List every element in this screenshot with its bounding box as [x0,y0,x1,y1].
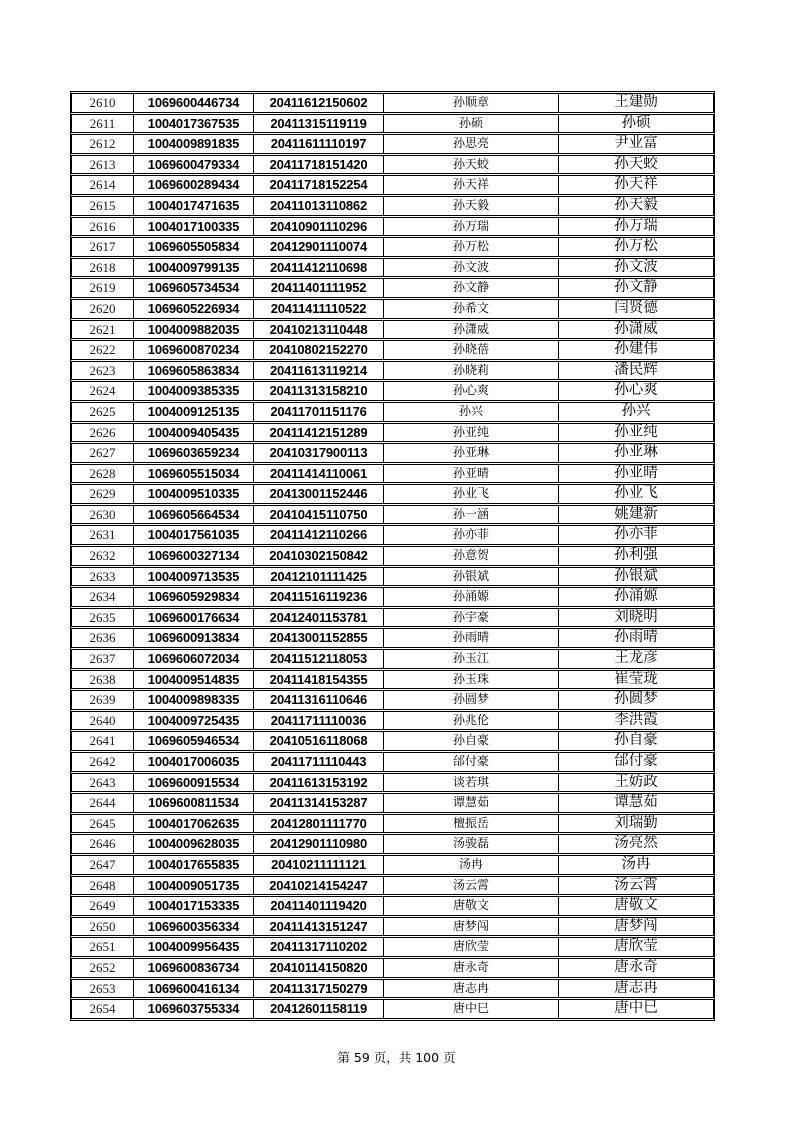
table-row [71,402,714,422]
student-name-cell: 唐永奇 [384,958,559,978]
table-row [71,670,714,690]
second-name-cell: 孙文静 [559,278,714,298]
seq-cell: 2638 [71,670,134,690]
table-row [71,237,714,257]
student-name-cell: 孙硕 [384,114,559,134]
student-name-cell: 孙亚晴 [384,464,559,484]
second-name-cell: 孙天蛟 [559,155,714,175]
seq-cell: 2631 [71,525,134,545]
exam-code-cell: 20411317110202 [254,937,384,957]
seq-cell: 2626 [71,423,134,443]
exam-code-cell: 20413001152446 [254,484,384,504]
table-row [71,999,714,1019]
second-name-cell: 王龙彦 [559,649,714,669]
student-name-cell: 孙晓蓓 [384,340,559,360]
exam-code-cell: 20410211111121 [254,855,384,875]
seq-cell: 2613 [71,155,134,175]
exam-code-cell: 20411401111952 [254,278,384,298]
registration-id-cell: 1004009713535 [134,567,254,587]
registration-id-cell: 1069600327134 [134,546,254,566]
second-name-cell: 刘瑞勤 [559,814,714,834]
table-row [71,217,714,237]
student-name-cell: 孙亚琳 [384,443,559,463]
student-name-cell: 孙万松 [384,237,559,257]
table-row [71,649,714,669]
registration-id-cell: 1069600479334 [134,155,254,175]
exam-code-cell: 20411512118053 [254,649,384,669]
table-row [71,567,714,587]
exam-code-cell: 20412901110980 [254,834,384,854]
student-name-cell: 孙涌嫄 [384,587,559,607]
second-name-cell: 孙万松 [559,237,714,257]
table-row [71,731,714,751]
exam-code-cell: 20411314153287 [254,793,384,813]
seq-cell: 2627 [71,443,134,463]
exam-code-cell: 20412101111425 [254,567,384,587]
exam-code-cell: 20411313158210 [254,381,384,401]
second-name-cell: 孙自豪 [559,731,714,751]
second-name-cell: 王建勋 [559,93,714,113]
exam-code-cell: 20410114150820 [254,958,384,978]
seq-cell: 2632 [71,546,134,566]
registration-id-cell: 1069600176634 [134,608,254,628]
seq-cell: 2630 [71,505,134,525]
table-row [71,464,714,484]
seq-cell: 2646 [71,834,134,854]
table-row [71,876,714,896]
table-row [71,608,714,628]
registration-id-cell: 1069605664534 [134,505,254,525]
student-name-cell: 唐欣莹 [384,937,559,957]
second-name-cell: 孙亦菲 [559,525,714,545]
exam-code-cell: 20410302150842 [254,546,384,566]
table-row [71,773,714,793]
exam-code-cell: 20410901110296 [254,217,384,237]
student-name-cell: 孙兴 [384,402,559,422]
exam-code-cell: 20413001152855 [254,628,384,648]
registration-id-cell: 1004009891835 [134,134,254,154]
table-row [71,196,714,216]
exam-code-cell: 20412401153781 [254,608,384,628]
registration-id-cell: 1069605946534 [134,731,254,751]
seq-cell: 2619 [71,278,134,298]
second-name-cell: 王妨政 [559,773,714,793]
student-name-cell: 汤骏磊 [384,834,559,854]
seq-cell: 2634 [71,587,134,607]
seq-cell: 2616 [71,217,134,237]
table-row [71,546,714,566]
registration-id-cell: 1069600289434 [134,175,254,195]
registration-id-cell: 1069606072034 [134,649,254,669]
registration-id-cell: 1004009125135 [134,402,254,422]
registration-id-cell: 1069600836734 [134,958,254,978]
registration-id-cell: 1069605505834 [134,237,254,257]
seq-cell: 2650 [71,917,134,937]
student-name-cell: 孙兆伦 [384,711,559,731]
table-row [71,814,714,834]
roster-table-container [70,91,715,1021]
registration-id-cell: 1004017153335 [134,896,254,916]
second-name-cell: 尹业富 [559,134,714,154]
seq-cell: 2612 [71,134,134,154]
exam-code-cell: 20411315119119 [254,114,384,134]
second-name-cell: 孙心爽 [559,381,714,401]
table-row [71,834,714,854]
registration-id-cell: 1004009898335 [134,690,254,710]
student-name-cell: 唐敬文 [384,896,559,916]
table-row [71,505,714,525]
seq-cell: 2649 [71,896,134,916]
seq-cell: 2620 [71,299,134,319]
seq-cell: 2635 [71,608,134,628]
registration-id-cell: 1069600870234 [134,340,254,360]
student-name-cell: 孙晓莉 [384,361,559,381]
registration-id-cell: 1004017006035 [134,752,254,772]
student-name-cell: 谈若琪 [384,773,559,793]
student-name-cell: 孙雨晴 [384,628,559,648]
registration-id-cell: 1069600811534 [134,793,254,813]
registration-id-cell: 1004009385335 [134,381,254,401]
registration-id-cell: 1004017655835 [134,855,254,875]
table-row [71,896,714,916]
second-name-cell: 孙天毅 [559,196,714,216]
exam-code-cell: 20411613119214 [254,361,384,381]
registration-id-cell: 1004017100335 [134,217,254,237]
seq-cell: 2639 [71,690,134,710]
seq-cell: 2653 [71,979,134,999]
table-row [71,937,714,957]
table-row [71,855,714,875]
exam-code-cell: 20411418154355 [254,670,384,690]
exam-code-cell: 20411412110698 [254,258,384,278]
seq-cell: 2614 [71,175,134,195]
exam-code-cell: 20410802152270 [254,340,384,360]
exam-code-cell: 20411611110197 [254,134,384,154]
seq-cell: 2652 [71,958,134,978]
table-row [71,917,714,937]
student-name-cell: 邰付豪 [384,752,559,772]
second-name-cell: 孙银斌 [559,567,714,587]
exam-code-cell: 20411516119236 [254,587,384,607]
student-name-cell: 孙希文 [384,299,559,319]
seq-cell: 2654 [71,999,134,1019]
table-row [71,752,714,772]
second-name-cell: 唐敬文 [559,896,714,916]
seq-cell: 2648 [71,876,134,896]
exam-code-cell: 20411412110266 [254,525,384,545]
registration-id-cell: 1004009405435 [134,423,254,443]
second-name-cell: 邰付豪 [559,752,714,772]
table-row [71,299,714,319]
exam-code-cell: 20411613153192 [254,773,384,793]
student-name-cell: 孙天毅 [384,196,559,216]
student-name-cell: 孙天祥 [384,175,559,195]
registration-id-cell: 1004017471635 [134,196,254,216]
exam-code-cell: 20411412151289 [254,423,384,443]
seq-cell: 2629 [71,484,134,504]
student-name-cell: 孙亦菲 [384,525,559,545]
roster-table-body [71,93,714,1019]
second-name-cell: 孙亚纯 [559,423,714,443]
exam-code-cell: 20410516118068 [254,731,384,751]
exam-code-cell: 20411317150279 [254,979,384,999]
exam-code-cell: 20411316110646 [254,690,384,710]
registration-id-cell: 1004009725435 [134,711,254,731]
second-name-cell: 孙兴 [559,402,714,422]
table-row [71,525,714,545]
seq-cell: 2643 [71,773,134,793]
seq-cell: 2615 [71,196,134,216]
second-name-cell: 唐梦闯 [559,917,714,937]
exam-code-cell: 20411414110061 [254,464,384,484]
second-name-cell: 孙文波 [559,258,714,278]
second-name-cell: 唐永奇 [559,958,714,978]
student-name-cell: 孙一涵 [384,505,559,525]
student-name-cell: 孙亚纯 [384,423,559,443]
seq-cell: 2640 [71,711,134,731]
second-name-cell: 孙雨晴 [559,628,714,648]
table-row [71,423,714,443]
second-name-cell: 孙万瑞 [559,217,714,237]
student-name-cell: 谭慧茹 [384,793,559,813]
second-name-cell: 崔莹珑 [559,670,714,690]
exam-code-cell: 20411711110036 [254,711,384,731]
seq-cell: 2637 [71,649,134,669]
registration-id-cell: 1069600913834 [134,628,254,648]
second-name-cell: 孙天祥 [559,175,714,195]
registration-id-cell: 1069600356334 [134,917,254,937]
registration-id-cell: 1004009051735 [134,876,254,896]
exam-code-cell: 20412801111770 [254,814,384,834]
registration-id-cell: 1004009956435 [134,937,254,957]
table-row [71,114,714,134]
second-name-cell: 孙业飞 [559,484,714,504]
seq-cell: 2641 [71,731,134,751]
second-name-cell: 唐志冉 [559,979,714,999]
student-name-cell: 汤冉 [384,855,559,875]
second-name-cell: 谭慧茹 [559,793,714,813]
student-name-cell: 孙天蛟 [384,155,559,175]
exam-code-cell: 20411718152254 [254,175,384,195]
seq-cell: 2628 [71,464,134,484]
registration-id-cell: 1069605734534 [134,278,254,298]
table-row [71,628,714,648]
table-row [71,587,714,607]
table-row [71,958,714,978]
registration-id-cell: 1004017367535 [134,114,254,134]
registration-id-cell: 1004009628035 [134,834,254,854]
exam-code-cell: 20411411110522 [254,299,384,319]
seq-cell: 2622 [71,340,134,360]
student-name-cell: 孙玉珠 [384,670,559,690]
registration-id-cell: 1004009510335 [134,484,254,504]
second-name-cell: 孙亚晴 [559,464,714,484]
registration-id-cell: 1069605929834 [134,587,254,607]
seq-cell: 2611 [71,114,134,134]
table-row [71,278,714,298]
registration-id-cell: 1004009799135 [134,258,254,278]
second-name-cell: 孙圆梦 [559,690,714,710]
seq-cell: 2651 [71,937,134,957]
registration-id-cell: 1069605515034 [134,464,254,484]
student-name-cell: 孙圆梦 [384,690,559,710]
second-name-cell: 孙建伟 [559,340,714,360]
exam-code-cell: 20411013110862 [254,196,384,216]
second-name-cell: 孙涌嫄 [559,587,714,607]
second-name-cell: 孙潇威 [559,320,714,340]
table-row [71,793,714,813]
exam-code-cell: 20411413151247 [254,917,384,937]
seq-cell: 2617 [71,237,134,257]
student-name-cell: 孙文静 [384,278,559,298]
second-name-cell: 唐中巳 [559,999,714,1019]
exam-code-cell: 20411612150602 [254,93,384,113]
table-row [71,381,714,401]
registration-id-cell: 1069600416134 [134,979,254,999]
registration-id-cell: 1004009514835 [134,670,254,690]
student-name-cell: 孙顺章 [384,93,559,113]
student-name-cell: 檀振岳 [384,814,559,834]
registration-id-cell: 1069603659234 [134,443,254,463]
student-name-cell: 孙万瑞 [384,217,559,237]
student-name-cell: 孙业飞 [384,484,559,504]
registration-id-cell: 1069600446734 [134,93,254,113]
student-name-cell: 孙意贺 [384,546,559,566]
seq-cell: 2624 [71,381,134,401]
exam-code-cell: 20410317900113 [254,443,384,463]
table-row [71,361,714,381]
student-name-cell: 唐中巳 [384,999,559,1019]
second-name-cell: 孙利强 [559,546,714,566]
student-name-cell: 唐梦闯 [384,917,559,937]
table-row [71,690,714,710]
exam-code-cell: 20410213110448 [254,320,384,340]
student-name-cell: 唐志冉 [384,979,559,999]
seq-cell: 2625 [71,402,134,422]
student-name-cell: 汤云霄 [384,876,559,896]
registration-id-cell: 1069605226934 [134,299,254,319]
student-name-cell: 孙心爽 [384,381,559,401]
seq-cell: 2636 [71,628,134,648]
registration-id-cell: 1069603755334 [134,999,254,1019]
student-name-cell: 孙银斌 [384,567,559,587]
registration-id-cell: 1004017062635 [134,814,254,834]
table-row [71,175,714,195]
exam-code-cell: 20410415110750 [254,505,384,525]
seq-cell: 2633 [71,567,134,587]
seq-cell: 2621 [71,320,134,340]
student-name-cell: 孙思亮 [384,134,559,154]
table-row [71,711,714,731]
table-row [71,320,714,340]
table-row [71,155,714,175]
registration-id-cell: 1069600915534 [134,773,254,793]
second-name-cell: 潘民辉 [559,361,714,381]
table-row [71,443,714,463]
seq-cell: 2610 [71,93,134,113]
exam-code-cell: 20411401119420 [254,896,384,916]
table-row [71,258,714,278]
second-name-cell: 汤冉 [559,855,714,875]
student-name-cell: 孙潇威 [384,320,559,340]
table-row [71,340,714,360]
seq-cell: 2645 [71,814,134,834]
exam-code-cell: 20412601158119 [254,999,384,1019]
seq-cell: 2623 [71,361,134,381]
seq-cell: 2618 [71,258,134,278]
registration-id-cell: 1004017561035 [134,525,254,545]
student-name-cell: 孙自豪 [384,731,559,751]
student-name-cell: 孙宇豪 [384,608,559,628]
roster-table [71,92,714,1020]
second-name-cell: 汤云霄 [559,876,714,896]
table-row [71,979,714,999]
student-name-cell: 孙文波 [384,258,559,278]
second-name-cell: 姚建新 [559,505,714,525]
second-name-cell: 孙硕 [559,114,714,134]
second-name-cell: 唐欣莹 [559,937,714,957]
exam-code-cell: 20410214154247 [254,876,384,896]
second-name-cell: 闫贤德 [559,299,714,319]
seq-cell: 2644 [71,793,134,813]
exam-code-cell: 20411718151420 [254,155,384,175]
table-row [71,484,714,504]
second-name-cell: 汤亮然 [559,834,714,854]
registration-id-cell: 1069605863834 [134,361,254,381]
second-name-cell: 刘晓明 [559,608,714,628]
exam-code-cell: 20411701151176 [254,402,384,422]
table-row [71,134,714,154]
seq-cell: 2647 [71,855,134,875]
exam-code-cell: 20412901110074 [254,237,384,257]
exam-code-cell: 20411711110443 [254,752,384,772]
page-footer: 第 59 页，共 100 页 [337,1050,456,1065]
second-name-cell: 李洪霞 [559,711,714,731]
second-name-cell: 孙亚琳 [559,443,714,463]
table-row [71,93,714,113]
seq-cell: 2642 [71,752,134,772]
registration-id-cell: 1004009882035 [134,320,254,340]
student-name-cell: 孙玉江 [384,649,559,669]
